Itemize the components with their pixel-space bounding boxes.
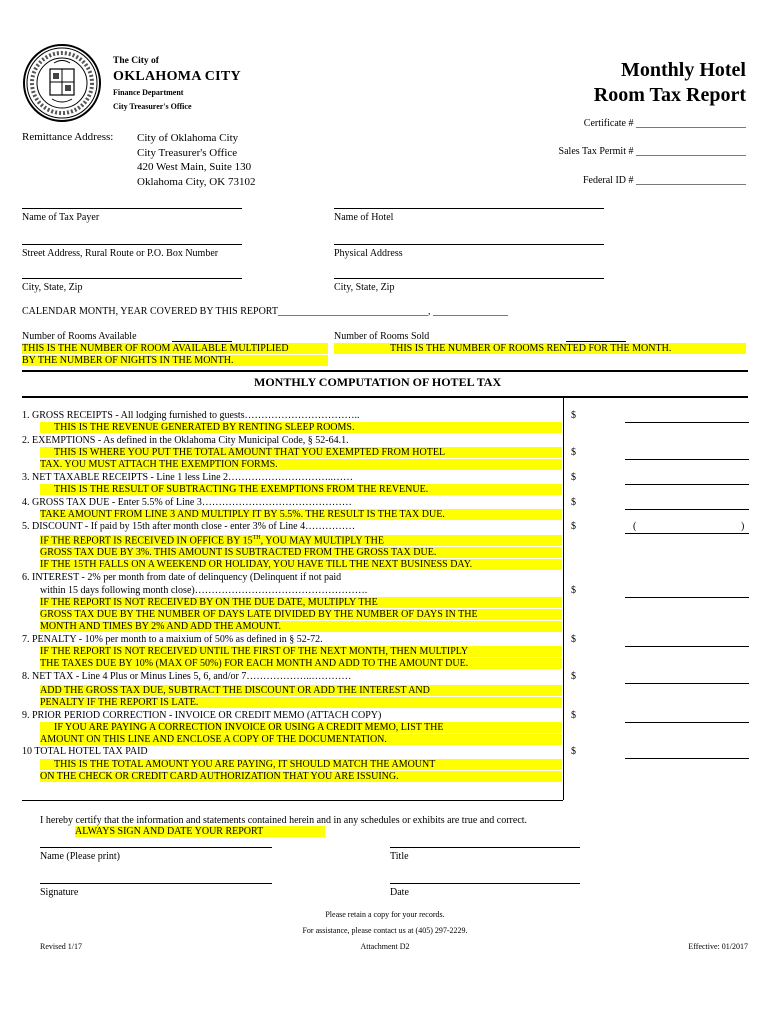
line-4-dollar: $	[571, 497, 576, 508]
line-7-label: 7. PENALTY - 10% per month to a maixium of 50% as defined in § 52-72.	[22, 634, 323, 645]
rooms-available-note-2: BY THE NUMBER OF NIGHTS IN THE MONTH.	[22, 355, 328, 366]
computation-heading: MONTHLY COMPUTATION OF HOTEL TAX	[254, 375, 502, 389]
line-10-note-2: ON THE CHECK OR CREDIT CARD AUTHORIZATION THAT YOU ARE ISSUING.	[40, 771, 562, 782]
line-3-note: THIS IS THE RESULT OF SUBTRACTING THE EXEMPTIONS FROM THE REVENUE.	[40, 484, 562, 495]
line-7-dollar: $	[571, 634, 576, 645]
line-4-note: TAKE AMOUNT FROM LINE 3 AND MULTIPLY IT BY 5.5%. THE RESULT IS THE TAX DUE.	[40, 509, 562, 520]
line-5-note-1a: IF THE REPORT IS RECEIVED IN OFFICE BY 15	[40, 535, 253, 547]
section-divider-heading	[22, 396, 748, 398]
line-9-label: 9. PRIOR PERIOD CORRECTION - INVOICE OR CREDIT MEMO (ATTACH COPY)	[22, 710, 382, 721]
federal-id-field[interactable]: Federal ID # ______________________	[582, 175, 746, 186]
tax-payer-line[interactable]	[22, 208, 242, 209]
remittance-line-4: Oklahoma City, OK 73102	[137, 175, 256, 188]
remittance-line-3: 420 West Main, Suite 130	[137, 161, 252, 173]
sales-tax-permit-field[interactable]: Sales Tax Permit # ______________________	[558, 146, 746, 157]
line-5-note-1-sup: TH	[252, 535, 261, 541]
line-2-amount[interactable]	[625, 459, 749, 460]
line-4-amount[interactable]	[625, 509, 749, 510]
section-divider-top	[22, 370, 748, 372]
assistance-note: For assistance, please contact us at (405) 297-2229.	[302, 926, 468, 935]
remittance-address	[137, 131, 255, 189]
rooms-available-line[interactable]	[172, 341, 232, 342]
line-2-note-1: THIS IS WHERE YOU PUT THE TOTAL AMOUNT THAT YOU EXEMPTED FROM HOTEL	[40, 447, 562, 458]
line-7-note-1: IF THE REPORT IS NOT RECEIVED UNTIL THE FIRST OF THE NEXT MONTH, THEN MULTIPLY	[40, 646, 562, 657]
date-line[interactable]	[390, 883, 580, 884]
city-state-zip-right-line[interactable]	[334, 278, 604, 279]
line-1-label: 1. GROSS RECEIPTS - All lodging furnished to guests……………………………..	[22, 410, 360, 421]
signature-line[interactable]	[40, 883, 272, 884]
report-title-line2: Room Tax Report	[593, 84, 746, 106]
line-8-note-1: ADD THE GROSS TAX DUE, SUBTRACT THE DISCOUNT OR ADD THE INTEREST AND	[40, 685, 562, 696]
line-6-label-cont: within 15 days following month close)…………………………………………….	[40, 585, 368, 596]
line-6-dollar: $	[571, 585, 576, 596]
calendar-month-field[interactable]: CALENDAR MONTH, YEAR COVERED BY THIS REPORT______________________________, _______________	[22, 306, 508, 317]
city-name: OKLAHOMA CITY	[113, 69, 241, 84]
line-9-amount[interactable]	[625, 722, 749, 723]
line-7-note-2: THE TAXES DUE BY 10% (MAX OF 50%) FOR EACH MONTH AND ADD TO THE AMOUNT DUE.	[40, 658, 562, 669]
line-6-note-2: GROSS TAX DUE BY THE NUMBER OF DAYS LATE DIVIDED BY THE NUMBER OF DAYS IN THE	[40, 609, 562, 620]
line-6-amount[interactable]	[625, 597, 749, 598]
line-5-open-paren: (	[633, 521, 637, 532]
remittance-line-1: City of Oklahoma City	[137, 132, 239, 144]
physical-address-label: Physical Address	[334, 248, 403, 259]
city-state-zip-right-label: City, State, Zip	[334, 282, 395, 293]
revised-date: Revised 1/17	[40, 942, 82, 951]
title-line[interactable]	[390, 847, 580, 848]
line-10-amount[interactable]	[625, 758, 749, 759]
name-print-line[interactable]	[40, 847, 272, 848]
title-label: Title	[390, 851, 409, 862]
line-9-dollar: $	[571, 710, 576, 721]
line-10-note-1: THIS IS THE TOTAL AMOUNT YOU ARE PAYING, IT SHOULD MATCH THE AMOUNT	[40, 759, 562, 770]
line-4-label: 4. GROSS TAX DUE - Enter 5.5% of Line 3………………………………………	[22, 497, 352, 508]
department-label: Finance Department	[113, 88, 184, 97]
signature-label: Signature	[40, 887, 79, 898]
city-state-zip-left-line[interactable]	[22, 278, 242, 279]
rooms-sold-line[interactable]	[566, 341, 626, 342]
line-5-close-paren: )	[741, 521, 745, 532]
street-address-line[interactable]	[22, 244, 242, 245]
line-5-dollar: $	[571, 521, 576, 532]
line-6-note-1: IF THE REPORT IS NOT RECEIVED BY ON THE DUE DATE, MULTIPLY THE	[40, 597, 562, 608]
line-2-note-2: TAX. YOU MUST ATTACH THE EXEMPTION FORMS.	[40, 459, 562, 470]
line-6-label: 6. INTEREST - 2% per month from date of delinquency (Delinquent if not paid	[22, 572, 342, 583]
retain-note: Please retain a copy for your records.	[325, 910, 445, 919]
name-print-label: Name (Please print)	[40, 851, 120, 862]
line-9-note-1: IF YOU ARE PAYING A CORRECTION INVOICE OR USING A CREDIT MEMO, LIST THE	[40, 722, 562, 733]
line-5-note-1b: , YOU MAY MULTIPLY THE	[260, 535, 384, 547]
city-seal	[22, 43, 102, 123]
line-6-note-3: MONTH AND TIMES BY 2% AND ADD THE AMOUNT.	[40, 621, 562, 632]
line-2-label: 2. EXEMPTIONS - As defined in the Oklahoma City Municipal Code, § 52-64.1.	[22, 435, 349, 446]
rooms-available-note-1: THIS IS THE NUMBER OF ROOM AVAILABLE MULTIPLIED	[22, 343, 328, 354]
the-city-label: The City of	[113, 56, 159, 66]
certificate-field[interactable]: Certificate # ______________________	[583, 118, 746, 129]
hotel-name-line[interactable]	[334, 208, 604, 209]
line-1-amount[interactable]	[625, 422, 749, 423]
amount-column-rule	[563, 398, 564, 800]
line-5-amount[interactable]	[625, 533, 749, 534]
line-7-amount[interactable]	[625, 646, 749, 647]
report-title-line1: Monthly Hotel	[621, 59, 746, 81]
line-3-dollar: $	[571, 472, 576, 483]
line-8-note-2: PENALTY IF THE REPORT IS LATE.	[40, 697, 562, 708]
line-8-amount[interactable]	[625, 683, 749, 684]
line-8-label: 8. NET TAX - Line 4 Plus or Minus Lines 5, 6, and/or 7………………..…………	[22, 671, 352, 682]
remittance-label: Remittance Address:	[22, 131, 114, 143]
street-address-label: Street Address, Rural Route or P.O. Box Number	[22, 248, 219, 259]
remittance-line-2: City Treasurer's Office	[137, 146, 238, 159]
rooms-sold-note: THIS IS THE NUMBER OF ROOMS RENTED FOR THE MONTH.	[334, 343, 746, 354]
date-label: Date	[390, 887, 409, 898]
line-10-label: 10 TOTAL HOTEL TAX PAID	[22, 746, 148, 757]
hotel-name-label: Name of Hotel	[334, 212, 394, 223]
line-5-note-1	[40, 535, 562, 546]
line-3-amount[interactable]	[625, 484, 749, 485]
line-2-dollar: $	[571, 447, 576, 458]
physical-address-line[interactable]	[334, 244, 604, 245]
certify-note: ALWAYS SIGN AND DATE YOUR REPORT	[75, 826, 325, 837]
line-1-dollar: $	[571, 410, 576, 421]
effective-date: Effective: 01/2017	[688, 942, 748, 951]
attachment-label: Attachment D2	[360, 942, 410, 951]
line-9-note-2: AMOUNT ON THIS LINE AND ENCLOSE A COPY OF THE DOCUMENTATION.	[40, 734, 562, 745]
line-8-dollar: $	[571, 671, 576, 682]
line-5-note-2: GROSS TAX DUE BY 3%. THIS AMOUNT IS SUBTRACTED FROM THE GROSS TAX DUE.	[40, 547, 562, 558]
rooms-sold-label: Number of Rooms Sold	[334, 331, 430, 342]
certify-statement: I hereby certify that the information and statements contained herein and in any schedules or exhibits are true and correct.	[40, 815, 528, 826]
office-label: City Treasurer's Office	[113, 102, 192, 111]
line-3-label: 3. NET TAXABLE RECEIPTS - Line 1 less Line 2…………………………..……	[22, 472, 354, 483]
line-5-note-3: IF THE 15TH FALLS ON A WEEKEND OR HOLIDAY, YOU HAVE TILL THE NEXT BUSINESS DAY.	[40, 559, 562, 570]
section-divider-bottom	[22, 800, 563, 801]
tax-payer-label: Name of Tax Payer	[22, 212, 100, 223]
line-1-note: THIS IS THE REVENUE GENERATED BY RENTING SLEEP ROOMS.	[40, 422, 562, 433]
line-10-dollar: $	[571, 746, 576, 757]
rooms-available-label: Number of Rooms Available	[22, 331, 137, 342]
line-5-label: 5. DISCOUNT - If paid by 15th after month close - enter 3% of Line 4……………	[22, 521, 356, 532]
city-state-zip-left-label: City, State, Zip	[22, 282, 83, 293]
